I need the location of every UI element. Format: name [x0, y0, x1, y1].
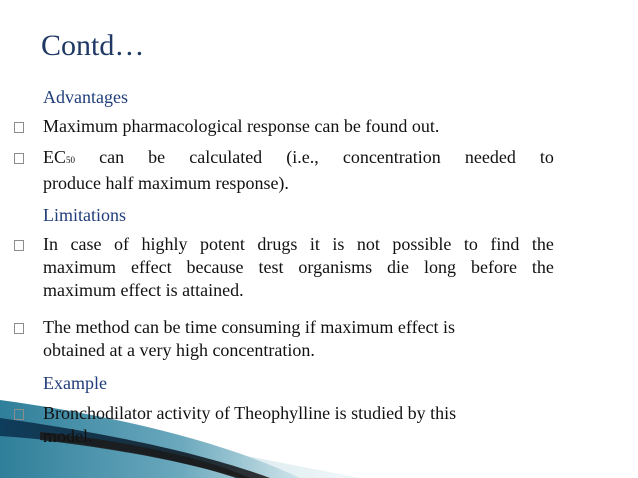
ec-subscript: 50	[66, 155, 76, 165]
ec-label: EC	[43, 147, 67, 167]
advantage-item-2-line-2: produce half maximum response).	[43, 173, 289, 193]
limitation-item-2-line-2: obtained at a very high concentration.	[43, 340, 315, 360]
bullet-icon	[14, 240, 24, 251]
slide-title: Contd…	[41, 29, 145, 62]
example-item-1-line-2: model.	[43, 426, 93, 446]
example-item-1-line-1: Bronchodilator activity of Theophylline is studied by this	[43, 403, 457, 423]
limitation-item-2-line-1: The method can be time consuming if maximum effect is	[43, 317, 456, 337]
bullet-icon	[14, 122, 24, 133]
limitation-item-1-line-3: maximum effect is attained.	[43, 280, 244, 300]
advantage-item-1-text: Maximum pharmacological response can be found out.	[43, 116, 440, 136]
advantages-heading: Advantages	[43, 87, 128, 107]
limitation-item-1-line-2: maximum effect because test organisms die long before the	[43, 257, 554, 277]
advantage-item-2-line-1: EC50 can be calculated (i.e., concentration needed to	[43, 147, 554, 167]
limitation-item-1-line-1: In case of highly potent drugs it is not possible to find the	[43, 234, 554, 254]
limitations-heading: Limitations	[43, 205, 126, 225]
bullet-icon	[14, 323, 24, 334]
bullet-icon	[14, 409, 24, 420]
bullet-icon	[14, 153, 24, 164]
example-heading: Example	[43, 373, 107, 393]
